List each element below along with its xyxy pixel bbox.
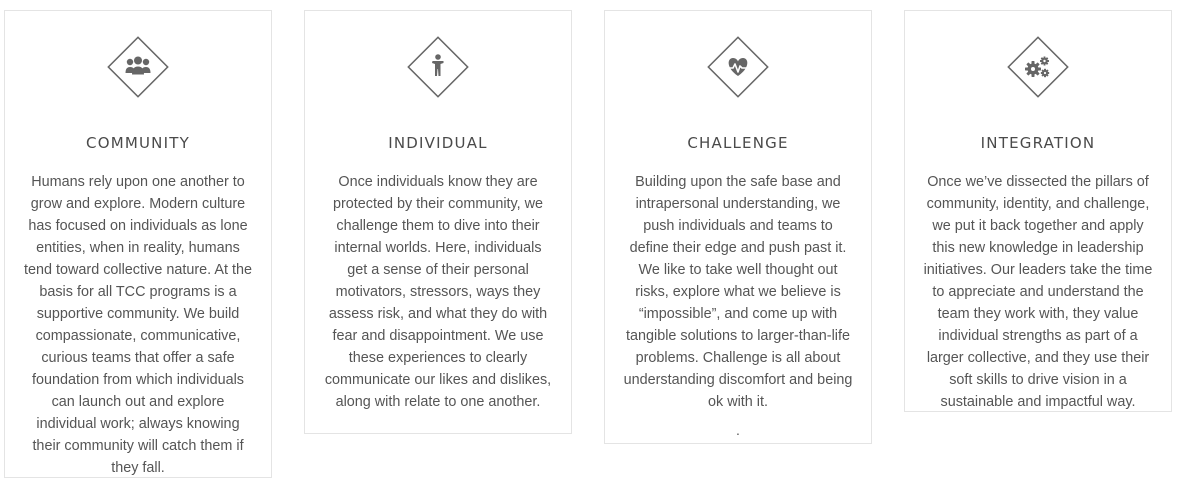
card-description: Once individuals know they are protected by their community, we challenge them to dive into their internal worlds. Here, individuals get a sense of their personal motivators, stressors, ways they assess risk, and what they do with fear and disappointment. We use these experiences to clearly communicate our likes and dislikes, along with relate to one another. — [324, 174, 552, 410]
card-description: Building upon the safe base and intrapersonal understanding, we push individuals and teams to define their edge and push past it. We like to take well thought out risks, explore what we believe is “impossible”, and come up with tangible solutions to larger-than-life problems. Challenge is all about understanding discomfort and being ok with it. — [623, 174, 853, 410]
card-description: Humans rely upon one another to grow and explore. Modern culture has focused on individuals as lone entities, when in reality, humans tend toward collective nature. At the basis for all TCC programs is a supportive community. We build compassionate, communicative, curious teams that offer a safe foundation from which individuals can launch out and explore individual work; always knowing their community will catch them if they fall. — [24, 174, 252, 476]
card-title: COMMUNITY — [86, 134, 190, 152]
card-title: CHALLENGE — [687, 134, 789, 152]
card-community — [4, 10, 272, 478]
individual-icon — [402, 31, 474, 103]
community-icon-badge — [23, 31, 253, 101]
card-challenge — [604, 10, 872, 444]
card-individual — [304, 10, 572, 434]
card-title: INTEGRATION — [980, 134, 1096, 152]
heartbeat-icon — [702, 31, 774, 103]
card-footnote: . — [736, 422, 740, 438]
individual-icon-badge — [323, 31, 553, 101]
heartbeat-icon-badge — [623, 31, 853, 101]
card-integration — [904, 10, 1172, 412]
community-icon — [102, 31, 174, 103]
card-description: Once we’ve dissected the pillars of community, identity, and challenge, we put it back together and apply this new knowledge in leadership initiatives. Our leaders take the time to appreciate and understand the team they work with, they value individual strengths as part of a larger collective, and they use their soft skills to drive vision in a sustainable and impactful way. — [923, 174, 1153, 410]
gears-icon-badge — [923, 31, 1153, 101]
card-title: INDIVIDUAL — [388, 134, 488, 152]
gears-icon — [1002, 31, 1074, 103]
